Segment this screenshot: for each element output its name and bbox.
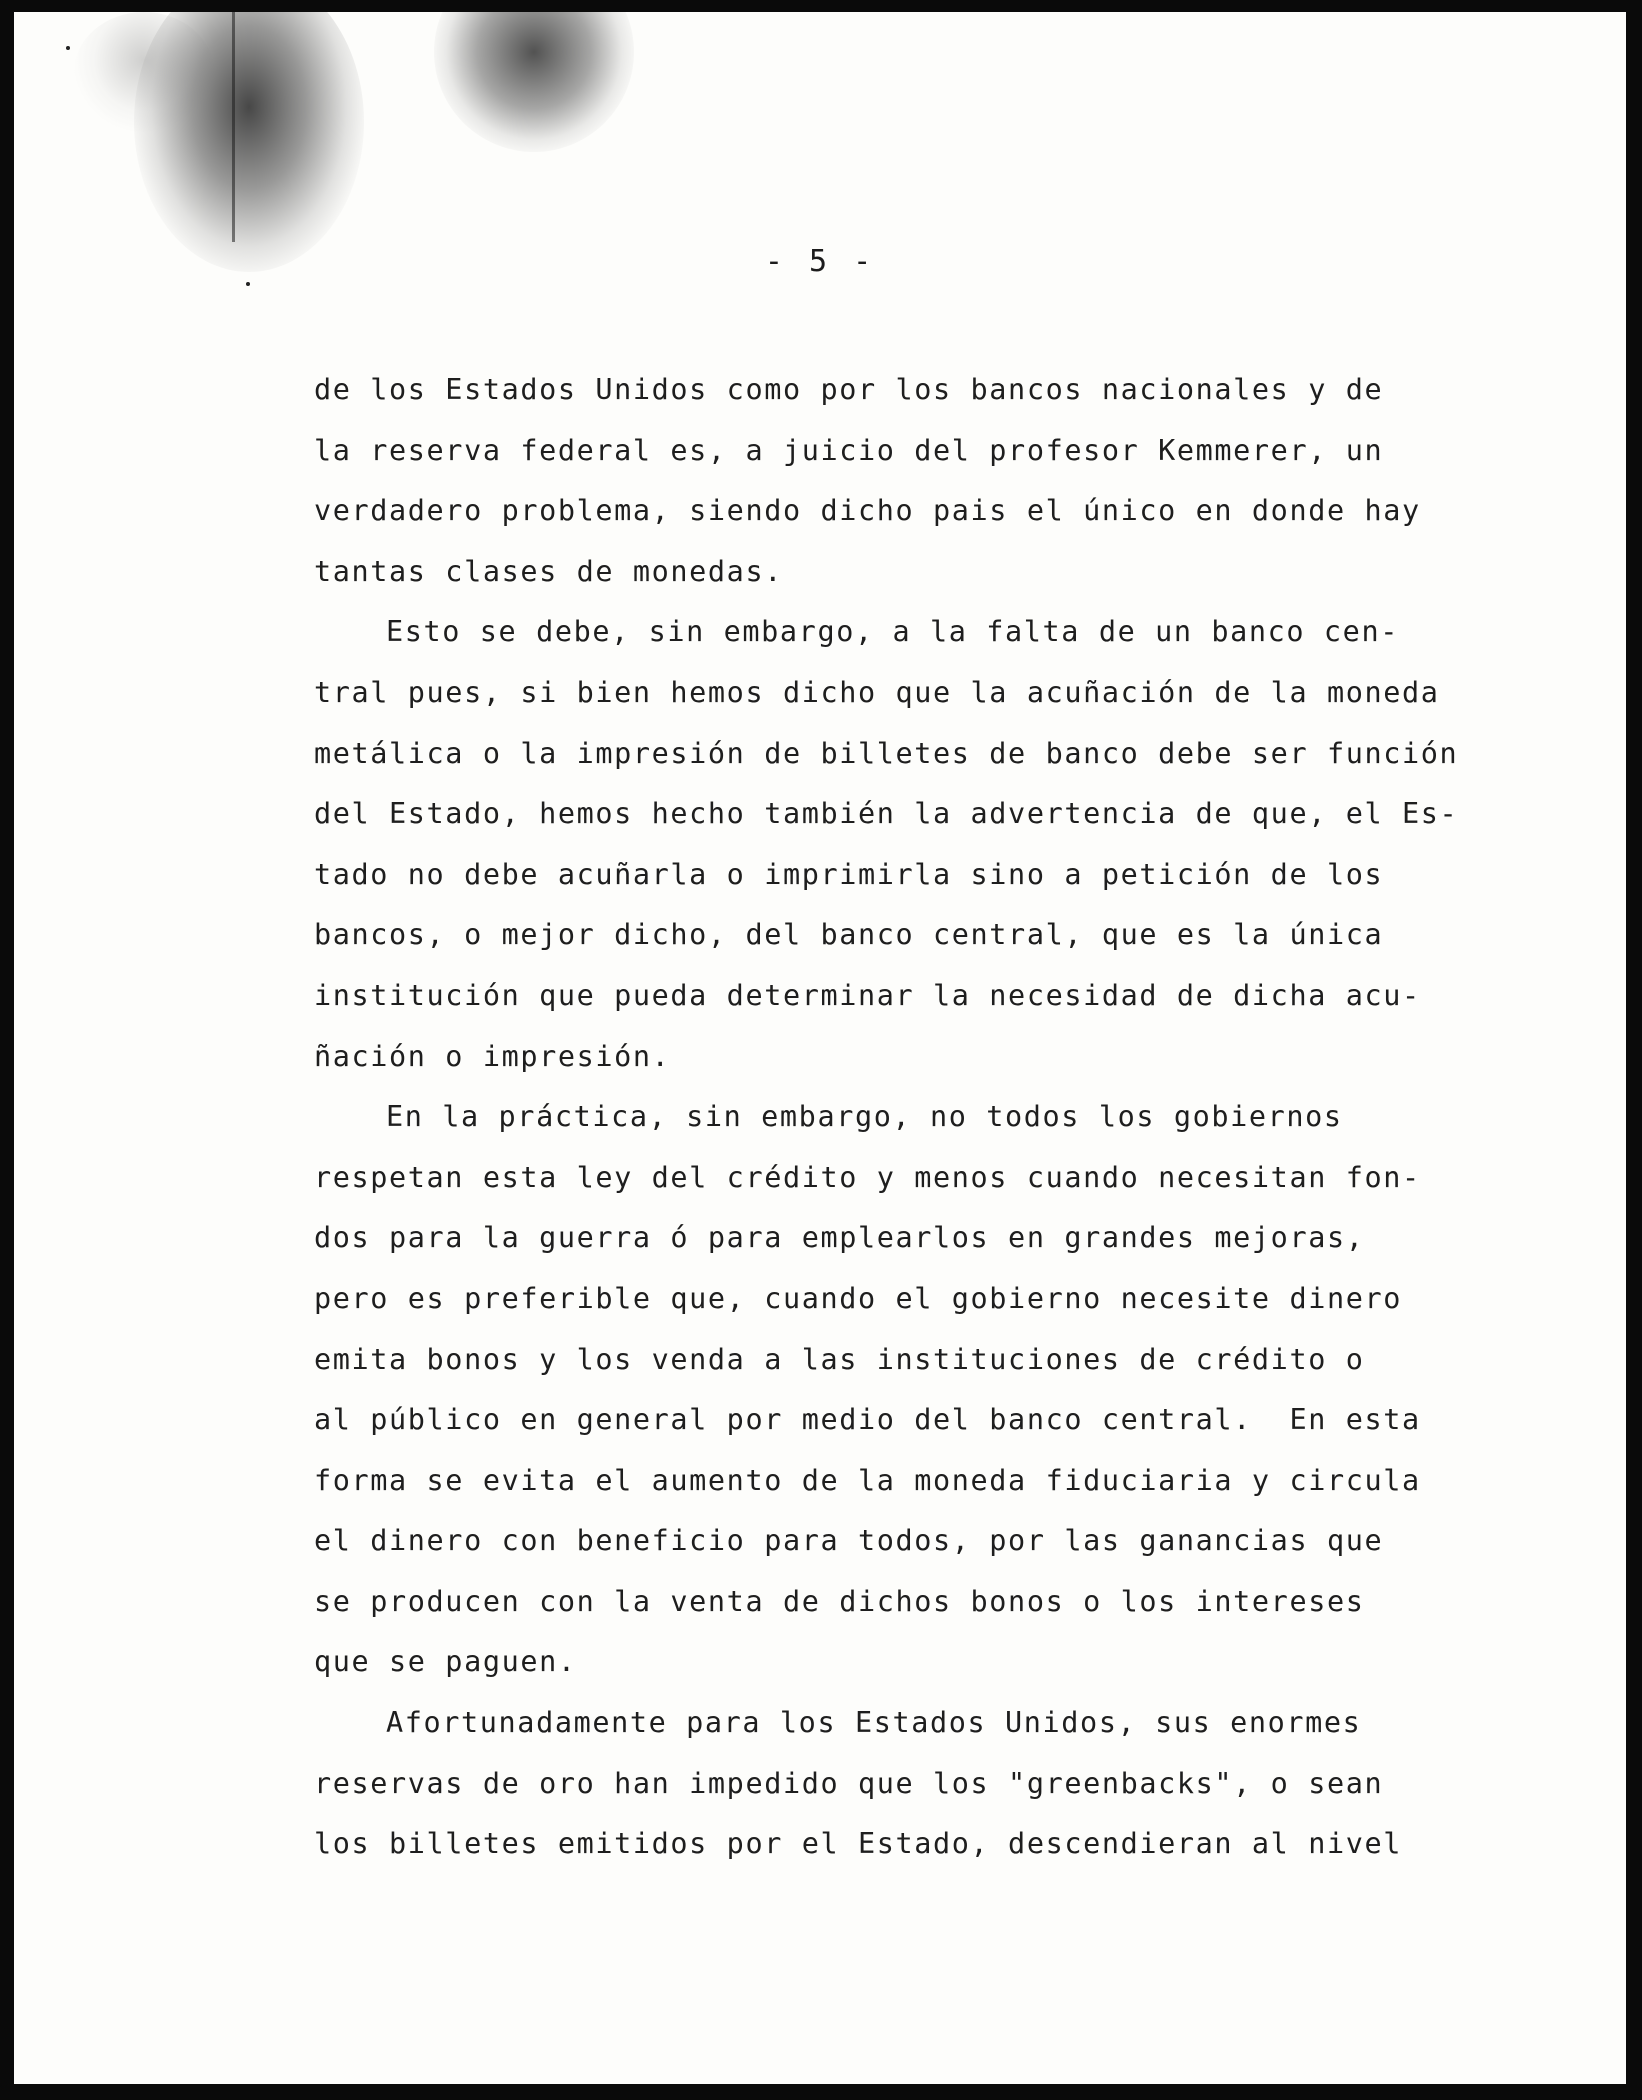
paragraph-start: En la práctica, sin embargo, no todos los gobiernos (386, 1100, 1343, 1134)
text-line: forma se evita el aumento de la moneda fiduciaria y circula (314, 1463, 1421, 1497)
paragraph-start: Esto se debe, sin embargo, a la falta de un banco cen- (386, 615, 1399, 649)
text-line: se producen con la venta de dichos bonos o los intereses (314, 1584, 1365, 1618)
text-line: reservas de oro han impedido que los "greenbacks", o sean (314, 1766, 1384, 1800)
text-line: la reserva federal es, a juicio del profesor Kemmerer, un (314, 433, 1384, 467)
text-line: que se paguen. (314, 1645, 577, 1679)
paper-crease (232, 12, 235, 242)
text-line: pero es preferible que, cuando el gobierno necesite dinero (314, 1281, 1402, 1315)
text-line: metálica o la impresión de billetes de banco debe ser función (314, 736, 1459, 770)
text-line: tantas clases de monedas. (314, 554, 783, 588)
text-line: el dinero con beneficio para todos, por las ganancias que (314, 1524, 1384, 1558)
text-line: de los Estados Unidos como por los bancos nacionales y de (314, 373, 1384, 406)
document-page (14, 12, 1626, 2084)
text-line: emita bonos y los venda a las instituciones de crédito o (314, 1342, 1365, 1376)
text-line: tado no debe acuñarla o imprimirla sino a petición de los (314, 857, 1384, 891)
text-line: bancos, o mejor dicho, del banco central, que es la única (314, 918, 1384, 952)
text-line: dos para la guerra ó para emplearlos en grandes mejoras, (314, 1221, 1365, 1255)
text-line: los billetes emitidos por el Estado, descendieran al nivel (314, 1827, 1402, 1861)
speck (66, 46, 70, 50)
text-line: ñación o impresión. (314, 1039, 671, 1073)
ink-stain (74, 12, 214, 132)
text-line: tral pues, si bien hemos dicho que la acuñación de la moneda (314, 675, 1440, 709)
ink-stain (134, 12, 364, 272)
speck (246, 282, 250, 286)
text-line: institución que pueda determinar la necesidad de dicha acu- (314, 978, 1421, 1012)
paragraph-start: Afortunadamente para los Estados Unidos, sus enormes (386, 1706, 1362, 1740)
text-line: respetan esta ley del crédito y menos cuando necesitan fon- (314, 1160, 1421, 1194)
text-line: del Estado, hemos hecho también la advertencia de que, el Es- (314, 797, 1459, 831)
text-line: verdadero problema, siendo dicho pais el único en donde hay (314, 494, 1421, 528)
ink-stain (434, 12, 634, 152)
body-text (314, 360, 1459, 1875)
text-line: al público en general por medio del banco central. En esta (314, 1403, 1421, 1437)
page-number: - 5 - (764, 244, 876, 279)
